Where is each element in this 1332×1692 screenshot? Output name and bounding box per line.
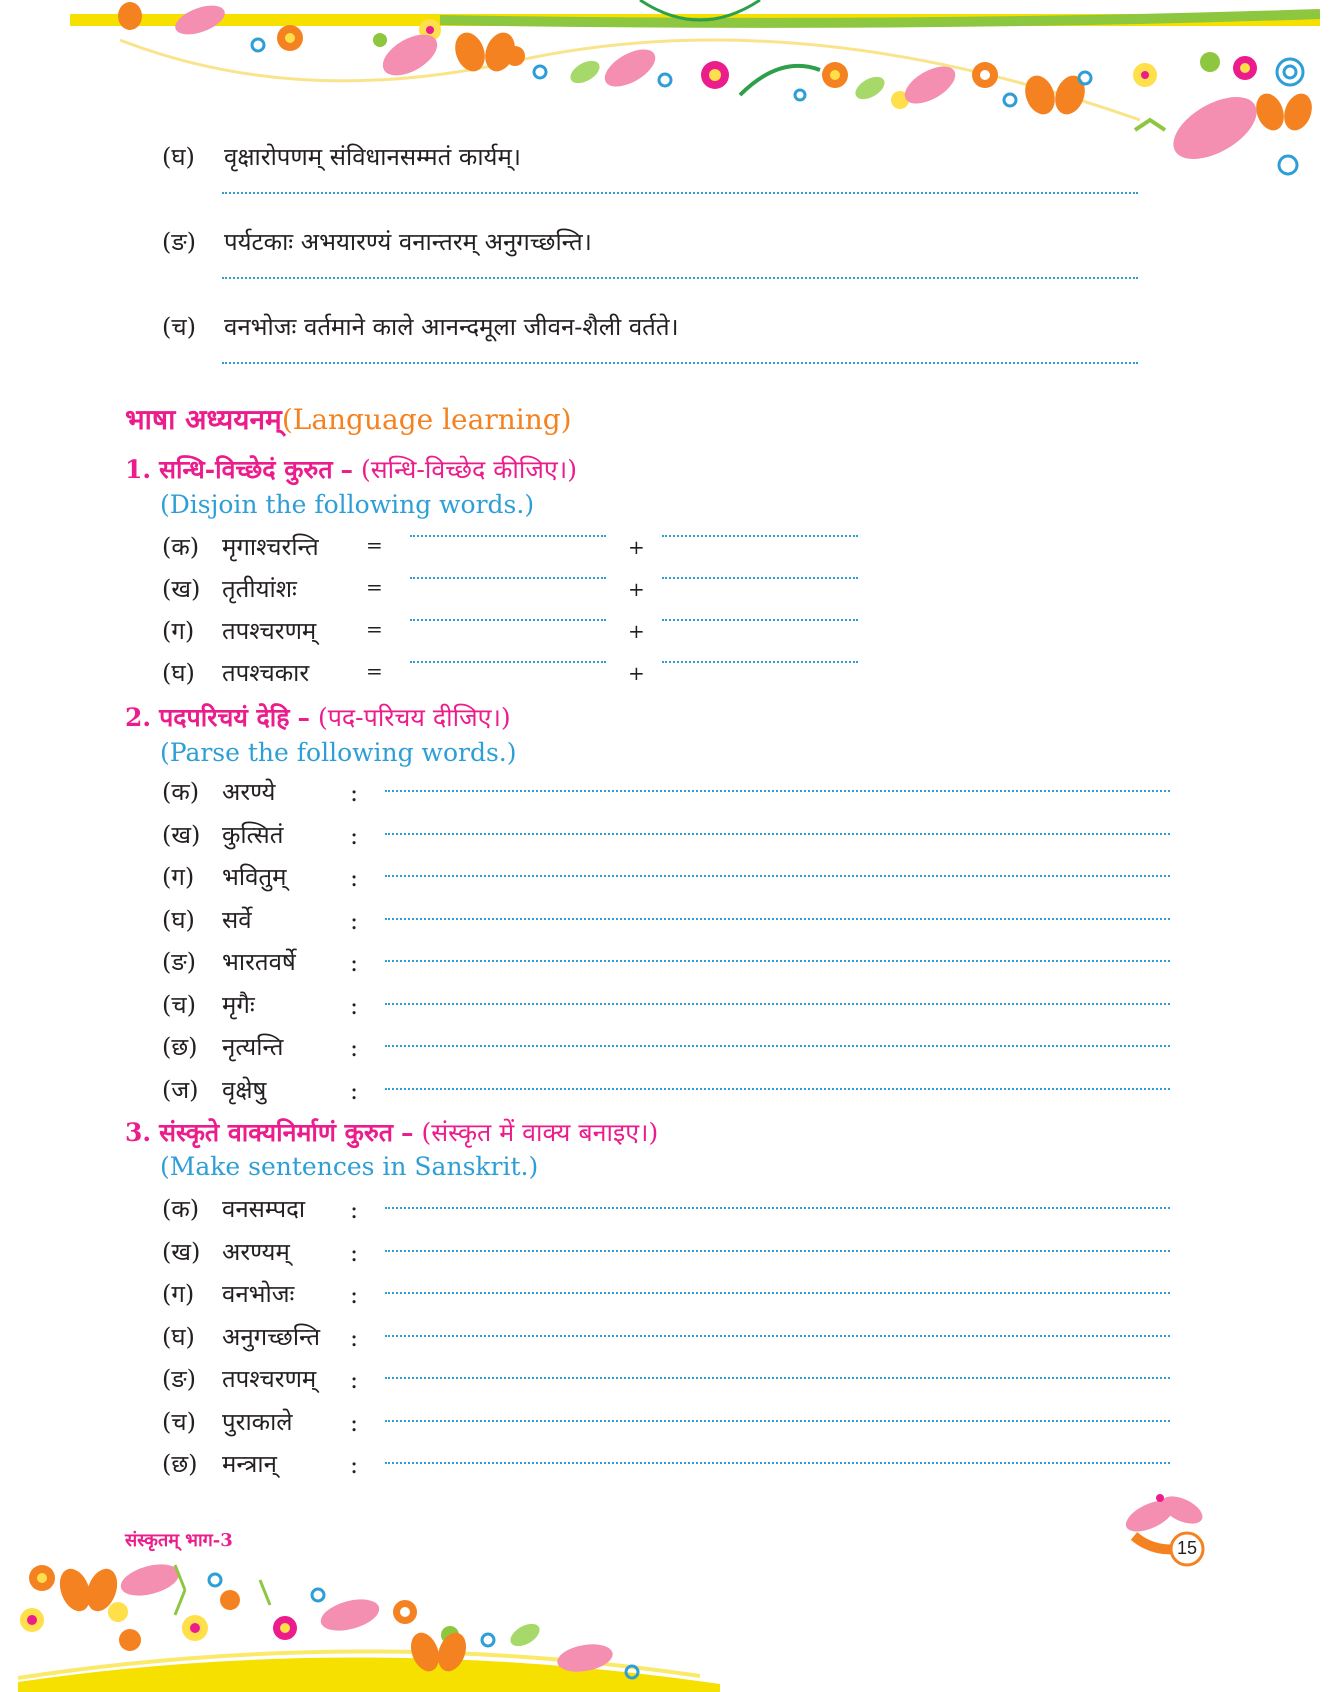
q2-word: नृत्यन्ति — [222, 1033, 284, 1061]
q2-heading — [125, 700, 511, 734]
item-label: (ख) — [162, 1237, 201, 1266]
question-line-cha — [162, 312, 679, 342]
colon: : — [350, 1408, 359, 1437]
answer-line-first-part[interactable] — [410, 577, 606, 579]
q2-heading-sanskrit: पदपरिचयं देहि — [159, 703, 290, 732]
q2-heading-hindi: (पद-परिचय दीजिए।) — [317, 703, 511, 732]
item-label: (ख) — [162, 575, 201, 603]
colon: : — [350, 1196, 359, 1224]
answer-line[interactable] — [385, 1045, 1170, 1047]
plus-sign: + — [628, 577, 645, 601]
answer-line-first-part[interactable] — [410, 661, 606, 663]
plus-sign: + — [628, 661, 645, 685]
q2-word: भवितुम् — [222, 863, 287, 891]
item-label: (घ) — [162, 143, 195, 171]
colon: : — [350, 906, 359, 935]
answer-line[interactable] — [222, 192, 1138, 194]
section-title — [125, 400, 572, 438]
item-label: (ङ) — [162, 228, 197, 256]
answer-line-second-part[interactable] — [662, 661, 858, 663]
section-title-hindi: भाषा अध्ययनम् — [125, 403, 282, 436]
q3-word: वनसम्पदा — [222, 1195, 306, 1223]
q2-word: सर्वे — [222, 905, 252, 934]
item-label: (छ) — [162, 1450, 198, 1478]
item-label: (ग) — [162, 863, 195, 891]
item-label: (क) — [162, 778, 200, 806]
colon: : — [350, 1451, 359, 1479]
colon: : — [350, 821, 359, 850]
equals-sign: = — [366, 617, 383, 641]
section-title-english: (Language learning) — [281, 403, 572, 436]
answer-line[interactable] — [385, 918, 1170, 920]
item-label: (च) — [162, 1407, 196, 1436]
item-label: (च) — [162, 990, 196, 1019]
page-number-badge — [1120, 1488, 1220, 1568]
plus-sign: + — [628, 535, 645, 559]
colon: : — [350, 1323, 359, 1352]
colon: : — [350, 1238, 359, 1267]
answer-line-second-part[interactable] — [662, 619, 858, 621]
q3-heading-english: (Make sentences in Sanskrit.) — [160, 1152, 539, 1181]
question-text: वनभोजः वर्तमाने काले आनन्दमूला जीवन-शैली वर्तते। — [224, 313, 679, 341]
plus-sign: + — [628, 619, 645, 643]
q1-heading-sanskrit: सन्धि-विच्छेदं कुरुत — [159, 455, 333, 484]
page-number: 15 — [1176, 1538, 1198, 1558]
q2-dash: – — [297, 703, 310, 732]
q3-dash: – — [401, 1118, 414, 1147]
question-text: वृक्षारोपणम् संविधानसम्मतं कार्यम्। — [224, 143, 521, 171]
colon: : — [350, 1366, 359, 1394]
answer-line[interactable] — [385, 1250, 1170, 1252]
colon: : — [350, 864, 359, 892]
answer-line-first-part[interactable] — [410, 619, 606, 621]
sandhi-word: तपश्चकार — [222, 659, 310, 687]
bottom-floral-border — [0, 1560, 1332, 1692]
colon: : — [350, 991, 359, 1020]
q3-heading-sanskrit: संस्कृते वाक्यनिर्माणं कुरुत — [159, 1118, 394, 1147]
q2-word: मृगैः — [222, 990, 255, 1019]
q1-dash: – — [340, 455, 354, 484]
q3-word: अरण्यम् — [222, 1237, 290, 1266]
item-label: (ङ) — [162, 1365, 197, 1393]
answer-line[interactable] — [385, 1292, 1170, 1294]
answer-line[interactable] — [385, 875, 1170, 877]
item-label: (क) — [162, 533, 200, 561]
question-line-nga — [162, 227, 592, 257]
q3-word: तपश्चरणम् — [222, 1365, 317, 1393]
item-label: (ग) — [162, 1280, 195, 1308]
answer-line[interactable] — [385, 833, 1170, 835]
q1-heading-english: (Disjoin the following words.) — [160, 490, 535, 519]
answer-line-second-part[interactable] — [662, 577, 858, 579]
item-label: (च) — [162, 313, 196, 341]
colon: : — [350, 949, 359, 977]
answer-line[interactable] — [385, 1335, 1170, 1337]
answer-line[interactable] — [385, 790, 1170, 792]
answer-line[interactable] — [385, 1420, 1170, 1422]
answer-line-second-part[interactable] — [662, 535, 858, 537]
q3-number: 3. — [125, 1118, 152, 1147]
equals-sign: = — [366, 575, 383, 599]
book-title: संस्कृतम् भाग-3 — [125, 1530, 233, 1551]
item-label: (क) — [162, 1195, 200, 1223]
item-label: (ग) — [162, 617, 195, 645]
q2-word: भारतवर्षे — [222, 948, 296, 976]
q3-word: मन्त्रान् — [222, 1450, 277, 1478]
q2-word: वृक्षेषु — [222, 1075, 267, 1104]
q3-word: पुराकाले — [222, 1407, 293, 1436]
q1-number: 1. — [125, 455, 152, 484]
question-line-gha — [162, 142, 521, 172]
q1-heading-hindi: (सन्धि-विच्छेद कीजिए।) — [361, 455, 577, 484]
answer-line[interactable] — [385, 960, 1170, 962]
answer-line[interactable] — [222, 362, 1138, 364]
item-label: (घ) — [162, 1322, 195, 1351]
answer-line[interactable] — [385, 1377, 1170, 1379]
q3-word: वनभोजः — [222, 1280, 295, 1308]
q2-word: अरण्ये — [222, 778, 276, 806]
sandhi-word: तृतीयांशः — [222, 575, 297, 603]
q2-word: कुत्सितं — [222, 820, 284, 849]
q3-heading-hindi: (संस्कृत में वाक्य बनाइए।) — [421, 1118, 659, 1147]
sandhi-word: तपश्चरणम् — [222, 617, 317, 645]
item-label: (ज) — [162, 1075, 199, 1104]
answer-line[interactable] — [385, 1003, 1170, 1005]
equals-sign: = — [366, 533, 383, 557]
q2-heading-english: (Parse the following words.) — [160, 738, 517, 767]
item-label: (घ) — [162, 659, 195, 687]
item-label: (ङ) — [162, 948, 197, 976]
item-label: (छ) — [162, 1033, 198, 1061]
q3-word: अनुगच्छन्ति — [222, 1322, 321, 1351]
answer-line[interactable] — [222, 277, 1138, 279]
colon: : — [350, 779, 359, 807]
q1-heading — [125, 452, 577, 486]
equals-sign: = — [366, 659, 383, 683]
answer-line[interactable] — [385, 1462, 1170, 1464]
item-label: (ख) — [162, 820, 201, 849]
q2-number: 2. — [125, 703, 152, 732]
answer-line-first-part[interactable] — [410, 535, 606, 537]
answer-line[interactable] — [385, 1207, 1170, 1209]
colon: : — [350, 1281, 359, 1309]
colon: : — [350, 1076, 359, 1105]
answer-line[interactable] — [385, 1088, 1170, 1090]
item-label: (घ) — [162, 905, 195, 934]
colon: : — [350, 1034, 359, 1062]
q3-heading — [125, 1115, 658, 1149]
sandhi-word: मृगाश्चरन्ति — [222, 533, 319, 561]
question-text: पर्यटकाः अभयारण्यं वनान्तरम् अनुगच्छन्ति। — [224, 228, 592, 256]
